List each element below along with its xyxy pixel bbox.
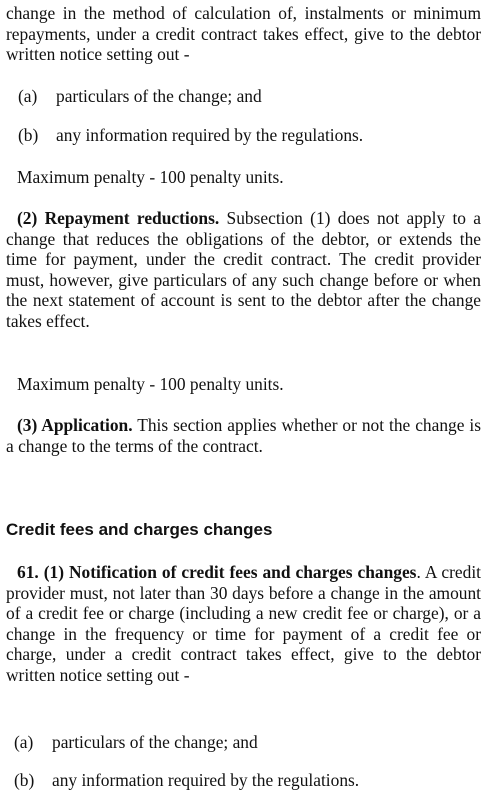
section-heading: Credit fees and charges changes xyxy=(6,520,273,539)
list-item-text: any information required by the regulations. xyxy=(56,125,364,145)
list-item xyxy=(18,125,363,146)
list-item-label: (a) xyxy=(18,86,38,106)
section-61-heading: 61. (1) Notification of credit fees and charges changes xyxy=(17,562,417,582)
list-item xyxy=(18,86,262,107)
section-61 xyxy=(6,562,481,686)
section-61-body: . A credit provider must, not later than 30 days before a change in the amount of a credit fee or charge (including a new credit fee or charge), or a change in the frequency or time for payment of a credit fee or charge, under a credit contract takes effect, give to the debtor written notice setting out - xyxy=(6,562,481,685)
list-item-text: particulars of the change; and xyxy=(56,86,262,106)
subsection-3 xyxy=(6,415,481,456)
list-item-text: any information required by the regulations. xyxy=(52,770,360,790)
subsection-3-heading: (3) Application. xyxy=(17,415,133,435)
list-item-label: (b) xyxy=(18,125,39,145)
subsection-2-body: Subsection (1) does not apply to a change that reduces the obligations of the debtor, or extends the time for payment, under the credit contract. The credit provider must, however, give particulars of any such change before or when the next statement of account is sent to the debtor after the change takes effect. xyxy=(6,208,482,331)
subsection-2 xyxy=(6,208,481,332)
list-item xyxy=(14,732,258,753)
list-item-label: (a) xyxy=(14,732,34,752)
list-item-label: (b) xyxy=(14,770,35,790)
continued-paragraph: change in the method of calculation of, instalments or minimum repayments, under a credit contract takes effect, give to the debtor written notice setting out - xyxy=(6,3,481,65)
subsection-2-heading: (2) Repayment reductions. xyxy=(17,208,220,228)
subsection-3-body: This section applies whether or not the change is a change to the terms of the contract. xyxy=(6,415,481,456)
list-item xyxy=(14,770,359,791)
penalty-note: Maximum penalty - 100 penalty units. xyxy=(17,167,284,187)
penalty-note: Maximum penalty - 100 penalty units. xyxy=(17,374,284,394)
list-item-text: particulars of the change; and xyxy=(52,732,258,752)
